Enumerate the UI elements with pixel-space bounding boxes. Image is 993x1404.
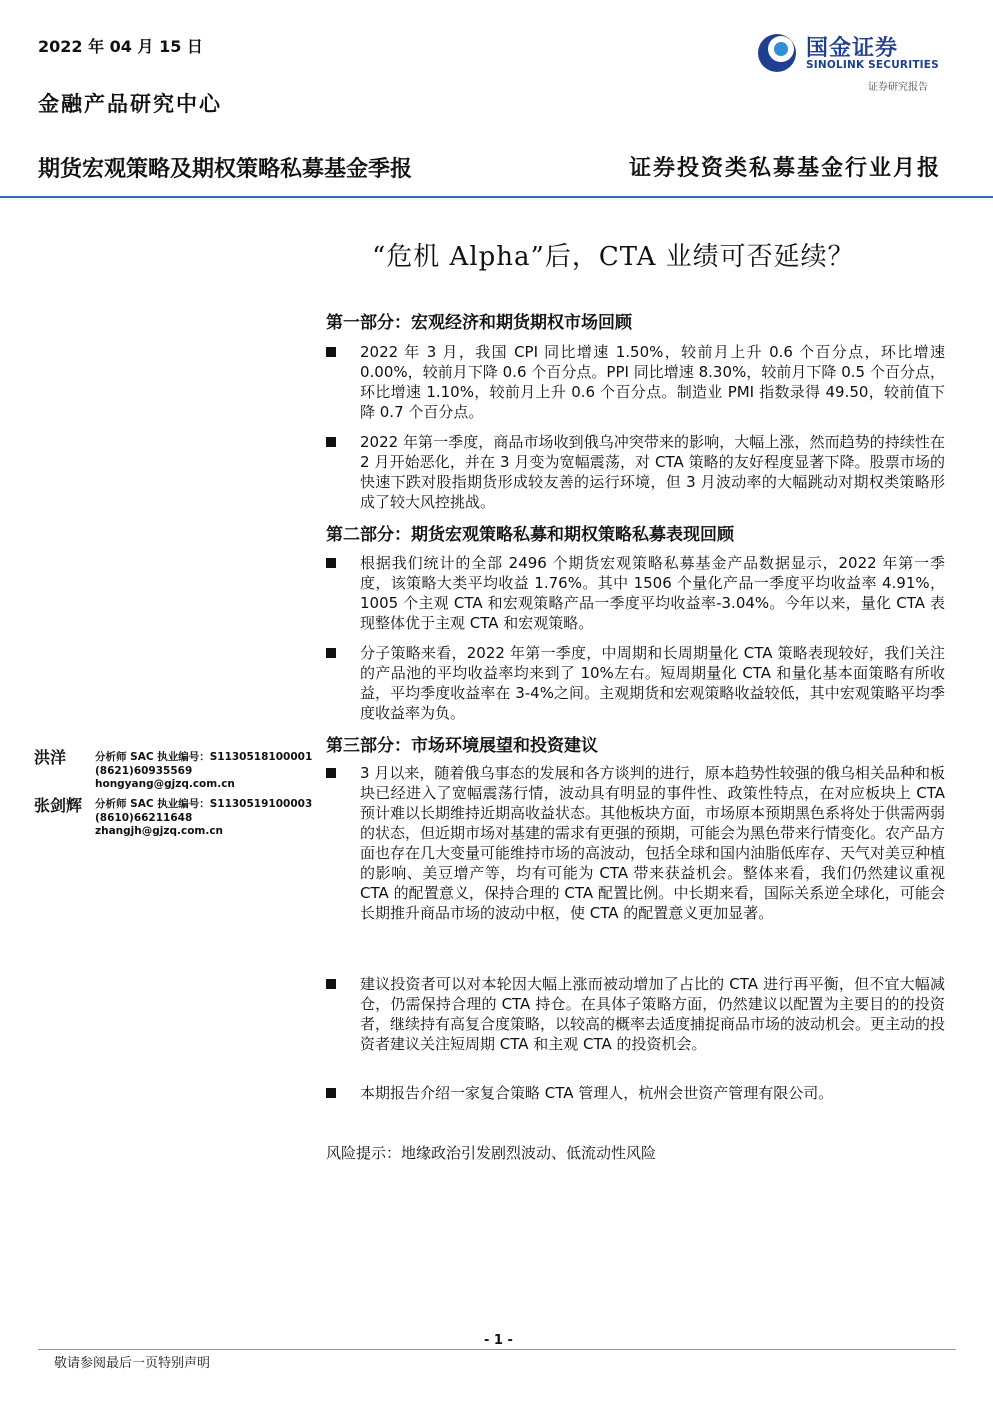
bullet-paragraph: 分子策略来看，2022 年第一季度，中周期和长周期量化 CTA 策略表现较好，我们关注的产品池的平均收益率均来到了 10%左右。短周期量化 CTA 和量化基本面策略有所收益，平均季度收益率在 3-4%之间。主观期货和宏观策略收益较低，其中宏观策略平均季度收益率为负。 [360, 644, 945, 722]
section-heading: 第一部分：宏观经济和期货期权市场回顾 [326, 313, 632, 333]
report-title: “危机 Alpha”后，CTA 业绩可否延续？ [372, 242, 855, 272]
bullet-square-icon [326, 768, 336, 778]
page-number: - 1 - [484, 1333, 513, 1348]
bullet-paragraph: 3 月以来，随着俄乌事态的发展和各方谈判的进行，原本趋势性较强的俄乌相关品种和板块已经进入了宽幅震荡行情，波动具有明显的事件性、政策性特点，在对应板块上 CTA 预计难以长期维持近期高收益状态。其他板块方面，市场原本预期黑色系将处于供需两弱的状态，但近期市场对基建的需求有更强的预期，可能会为黑色带来行情变化。农产品方面也存在几大变量可能维持市场的高波动，包括全球和国内油脂低库存、天气对美豆种植的影响、美豆增产等，均有可能为 CTA 带来获益机会。整体来看，我们仍然建议重视 CTA 的配置意义，保持合理的 CTA 配置比例。中长期来看，国际关系逆全球化，可能会长期推升商品市场的波动中枢，使 CTA 的配置意义更加显著。 [360, 764, 946, 922]
report-date: 2022 年 04 月 15 日 [38, 37, 203, 56]
analyst-name: 洪洋 [34, 748, 67, 767]
section-heading: 第二部分：期货宏观策略私募和期权策略私募表现回顾 [326, 525, 734, 545]
header-divider [0, 196, 993, 198]
section-heading: 第三部分：市场环境展望和投资建议 [326, 736, 598, 756]
analyst-info [95, 751, 312, 792]
bullet-square-icon [326, 437, 336, 447]
analyst-email[interactable]: hongyang@gjzq.com.cn [95, 778, 235, 790]
bullet-paragraph: 2022 年 3 月，我国 CPI 同比增速 1.50%，较前月上升 0.6 个百分点，环比增速 0.00%，较前月下降 0.6 个百分点。PPI 同比增速 8.30%，较前月下降 0.5 个百分点，环比增速 1.10%，较前月上升 0.6 个百分点。制造业 PMI 指数录得 49.50，较前值下降 0.7 个百分点。 [360, 343, 945, 421]
research-center: 金融产品研究中心 [38, 91, 222, 116]
report-category: 证券研究报告 [868, 82, 928, 93]
bullet-square-icon [326, 558, 336, 568]
bullet-square-icon [326, 979, 336, 989]
analyst-phone: (8610)66211648 [95, 811, 193, 824]
footer-divider [38, 1349, 956, 1350]
analyst-sac: 分析师 SAC 执业编号：S1130519100003 [95, 798, 313, 810]
logo-chinese-name: 国金证券 [806, 36, 899, 61]
bullet-square-icon [326, 1088, 336, 1098]
logo-english-name: SINOLINK SECURITIES [806, 59, 939, 71]
analyst-sac: 分析师 SAC 执业编号：S1130518100001 [95, 751, 313, 763]
bullet-square-icon [326, 648, 336, 658]
bullet-paragraph: 2022 年第一季度，商品市场收到俄乌冲突带来的影响，大幅上涨，然而趋势的持续性在 2 月开始恶化，并在 3 月变为宽幅震荡，对 CTA 策略的友好程度显著下降。股票市场的快速下跌对股指期货形成较友善的运行环境，但 3 月波动率的大幅跳动对期权类策略形成了较大风控挑战。 [360, 433, 945, 511]
logo-mark-icon [756, 32, 798, 74]
analyst-phone: (8621)60935569 [95, 764, 193, 777]
risk-warning: 风险提示：地缘政治引发剧烈波动、低流动性风险 [326, 1144, 657, 1162]
footer-disclaimer: 敬请参阅最后一页特别声明 [54, 1356, 211, 1371]
report-series: 期货宏观策略及期权策略私募基金季报 [38, 157, 413, 182]
bullet-paragraph: 根据我们统计的全部 2496 个期货宏观策略私募基金产品数据显示，2022 年第一季度，该策略大类平均收益 1.76%。其中 1506 个量化产品一季度平均收益率 4.91%，1005 个主观 CTA 和宏观策略产品一季度平均收益率-3.04%。今年以来，量化 CTA 表现整体优于主观 CTA 和宏观策略。 [360, 554, 945, 632]
bullet-paragraph: 建议投资者可以对本轮因大幅上涨而被动增加了占比的 CTA 进行再平衡，但不宜大幅减仓，仍需保持合理的 CTA 持仓。在具体子策略方面，仍然建议以配置为主要目的的投资者，继续持有高复合度策略，以较高的概率去适度捕捉商品市场的波动机会。更主动的投资者建议关注短周期 CTA 和主观 CTA 的投资机会。 [360, 975, 946, 1053]
analyst-name: 张剑辉 [34, 796, 83, 815]
bullet-square-icon [326, 347, 336, 357]
report-type: 证券投资类私募基金行业月报 [628, 155, 941, 181]
analyst-email[interactable]: zhangjh@gjzq.com.cn [95, 825, 224, 837]
company-logo [756, 32, 946, 76]
bullet-paragraph: 本期报告介绍一家复合策略 CTA 管理人，杭州会世资产管理有限公司。 [360, 1084, 834, 1102]
analyst-info [95, 798, 312, 839]
